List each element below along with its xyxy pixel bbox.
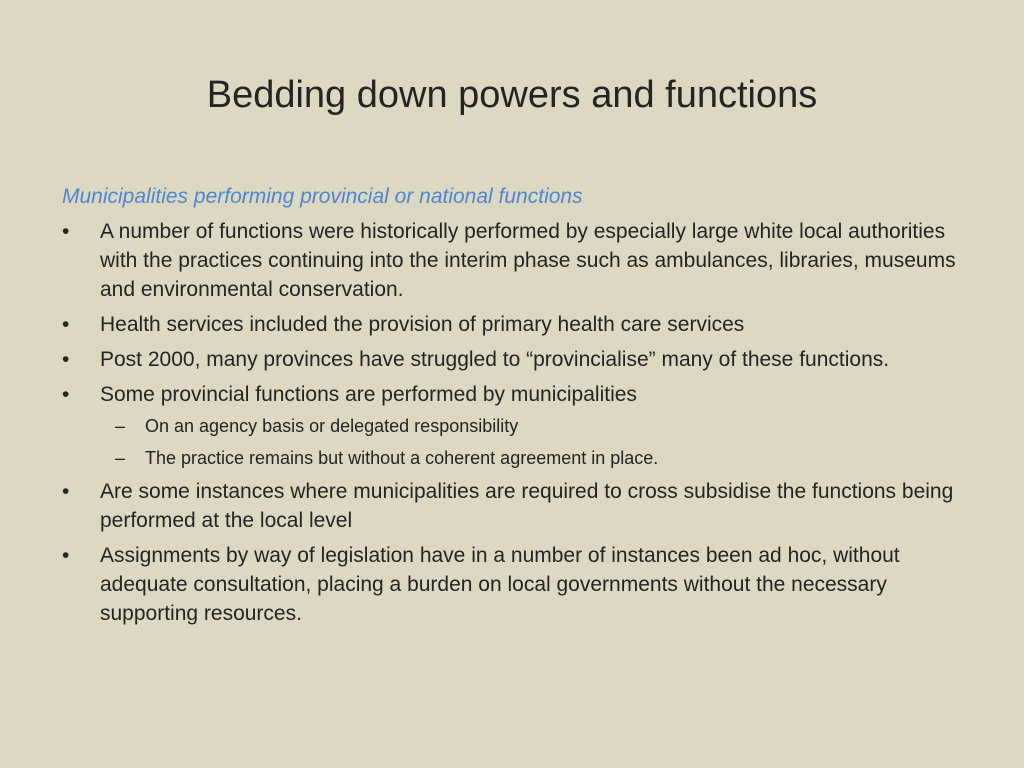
sub-bullet-text: On an agency basis or delegated responsibility xyxy=(145,416,519,436)
bullet-item xyxy=(62,345,962,374)
bullet-list xyxy=(62,217,962,628)
sub-bullet-item xyxy=(100,413,962,439)
bullet-item xyxy=(62,541,962,628)
bullet-text: A number of functions were historically performed by especially large white local authorities with the practices continuing into the interim phase such as ambulances, libraries, museums and environmental conservation. xyxy=(100,220,956,301)
bullet-text: Some provincial functions are performed by municipalities xyxy=(100,383,637,406)
bullet-item xyxy=(62,380,962,471)
dash-icon: – xyxy=(115,416,126,436)
section-subheading: Municipalities performing provincial or national functions xyxy=(62,185,583,208)
slide-content xyxy=(62,183,962,634)
bullet-icon: • xyxy=(62,383,70,406)
bullet-item xyxy=(62,477,962,535)
bullet-icon: • xyxy=(62,313,70,336)
bullet-text: Assignments by way of legislation have in a number of instances been ad hoc, without adequate consultation, placing a burden on local governments without the necessary supporting resources. xyxy=(100,544,900,625)
bullet-icon: • xyxy=(62,348,70,371)
bullet-icon: • xyxy=(62,220,70,243)
sub-bullet-text: The practice remains but without a coherent agreement in place. xyxy=(145,448,659,468)
bullet-icon: • xyxy=(62,544,70,567)
bullet-text: Health services included the provision of primary health care services xyxy=(100,313,745,336)
bullet-item xyxy=(62,217,962,304)
slide-title: Bedding down powers and functions xyxy=(206,74,818,116)
sub-bullet-item xyxy=(100,445,962,471)
sub-bullet-list xyxy=(100,413,962,471)
dash-icon: – xyxy=(115,448,126,468)
bullet-text: Are some instances where municipalities are required to cross subsidise the functions being performed at the local level xyxy=(100,480,954,532)
bullet-item xyxy=(62,310,962,339)
bullet-text: Post 2000, many provinces have struggled to “provincialise” many of these functions. xyxy=(100,348,890,371)
bullet-icon: • xyxy=(62,480,70,503)
